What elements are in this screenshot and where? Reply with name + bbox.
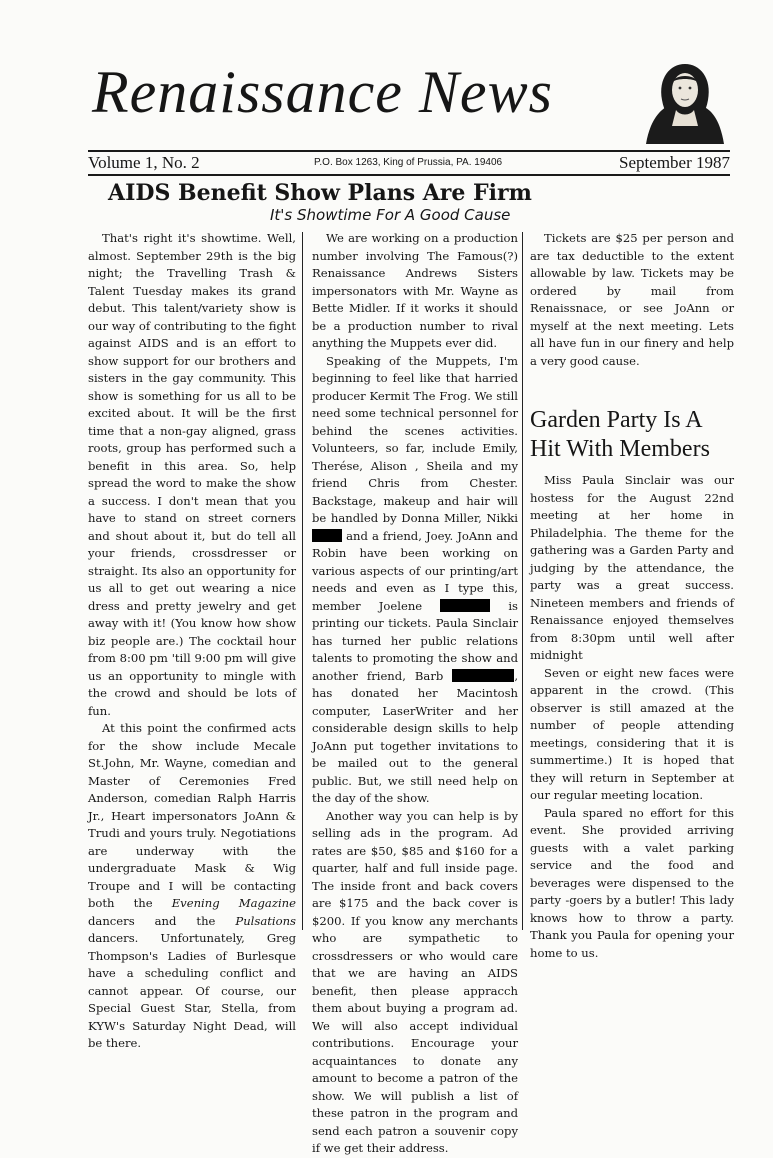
dancer-group-name: Pulsations	[235, 913, 296, 928]
redaction-bar	[440, 599, 490, 612]
mailing-address: P.O. Box 1263, King of Prussia, PA. 19406	[314, 157, 503, 168]
acts-text: At this point the confirmed acts for the show include Mecale St.John, Mr. Wayne, comedian and Master of Ceremonies Fred Anderson, comedian Ralph Harris Jr., Heart impersonators JoAnn & Trudi and yours truly. Negotiations are underway with the undergraduate Mask & Wig Troupe and I will be contacting both the	[88, 721, 296, 910]
column-divider	[302, 232, 303, 930]
article-paragraph-acts	[88, 720, 296, 1053]
muppets-text: is printing our tickets. Paula Sinclair has turned her public relations talents to promoting the show and another friend, Barb	[312, 598, 519, 683]
column-3	[530, 230, 734, 962]
issue-volume: Volume 1, No. 2	[88, 153, 200, 172]
article-headline: AIDS Benefit Show Plans Are Firm	[108, 180, 532, 206]
article-paragraph: That's right it's showtime. Well, almost. September 29th is the big night; the Travelling Trash & Talent Tuesday makes its grand debut. This talent/variety show is our way of contributing to the fight against AIDS and is an effort to show support for our brothers and sisters in the gay community. This show is something for us all to be excited about. It will be the first time that a non-gay aligned, grass roots, group has performed such a benefit in this area. So, help spread the word to make the show a success. I don't mean that you have to stand on street corners and shout about it, but do tell all your friends, crossdresser or straight. Its also an opportunity for us all to get out wearing a nice dress and pretty jewelry and get away with it! (You know how show biz people are.) The cocktail hour from 8:00 pm 'till 9:00 pm will give us an opportunity to mingle with the crowd and should be lots of fun.	[88, 231, 296, 718]
masthead-title: Renaissance News	[92, 59, 553, 125]
issue-date: September 1987	[619, 153, 730, 172]
acts-text: dancers and the	[88, 913, 236, 928]
article-paragraph: Paula spared no effort for this event. She provided arriving guests with a valet parking service and the food and beverages were dispensed to the party -goers by a butler! This lady knows how to throw a party. Thank you Paula for opening your home to us.	[530, 805, 734, 960]
article-paragraph: Seven or eight new faces were apparent in the crowd. (This observer is still amazed at the number of people attending meetings, considering that it is summertime.) It is hoped that they will return in September at our regular meeting location.	[530, 665, 734, 802]
muppets-text: Speaking of the Muppets, I'm beginning to feel like that harried producer Kermit The Frog. We still need some technical personnel for behind the scenes activities. Volunteers, so far, include Emily, Therése, Alison , Sheila and my friend Chris from Chester. Backstage, makeup and hair will be handled by Donna Miller, Nikki	[312, 353, 518, 525]
magazine-name: Evening Magazine	[171, 896, 296, 910]
article-paragraph: Tickets are $25 per person and are tax deductible to the extent allowable by law. Tickets may be ordered by mail from Renaissnace, or see JoAnn or myself at the next meeting. Lets all have fun in our finery and help a very good cause.	[530, 231, 734, 368]
redaction-bar	[312, 529, 342, 542]
mona-lisa-portrait-icon	[646, 60, 724, 144]
garden-party-headline: Garden Party Is A Hit With Members	[530, 407, 710, 462]
article-paragraph-muppets	[312, 353, 518, 808]
article-paragraph: We are working on a production number involving The Famous(?) Renaissance Andrews Sisters impersonators with Mr. Wayne as Bette Midler. If it works it should be a production number to rival anything the Muppets ever did.	[312, 231, 518, 350]
muppets-text: , has donated her Macintosh computer, LaserWriter and her considerable design skills to help JoAnn put together invitations to be mailed out to the general public. But, we still need help on the day of the show.	[312, 668, 518, 805]
article-paragraph: Miss Paula Sinclair was our hostess for the August 22nd meeting at her home in Philadelphia. The theme for the gathering was a Garden Party and judging by the attendance, the party was a great success. Nineteen members and friends of Renaissance enjoyed themselves from 8:30pm until well after midnight	[530, 473, 734, 662]
column-2	[312, 230, 518, 1158]
column-divider	[522, 232, 523, 930]
article-subheadline: It's Showtime For A Good Cause	[270, 206, 511, 224]
column-1	[88, 230, 296, 1053]
article-paragraph: Another way you can help is by selling ads in the program. Ad rates are $50, $85 and $160 for a quarter, half and full inside page. The inside front and back covers are $175 and the back cover is $200. If you know any merchants who are sympathetic to crossdressers or who would care that we are having an AIDS benefit, then please appracch them about buying a program ad. We will also accept individual contributions. Encourage your acquaintances to donate any amount to become a patron of the show. We will publish a list of these patron in the program and send each patron a souvenir copy if we get their address.	[312, 808, 518, 1155]
issue-info-bar	[88, 150, 730, 176]
acts-text: dancers. Unfortunately, Greg Thompson's Ladies of Burlesque have a scheduling conflict and cannot appear. Of course, our Special Guest Star, Stella, from KYW's Saturday Night Dead, will be there.	[88, 931, 296, 1050]
redaction-bar	[452, 669, 514, 682]
muppets-text: and a friend, Joey. JoAnn and Robin have been working on various aspects of our printing/art needs and even as I type this, member Joelene	[312, 528, 518, 613]
